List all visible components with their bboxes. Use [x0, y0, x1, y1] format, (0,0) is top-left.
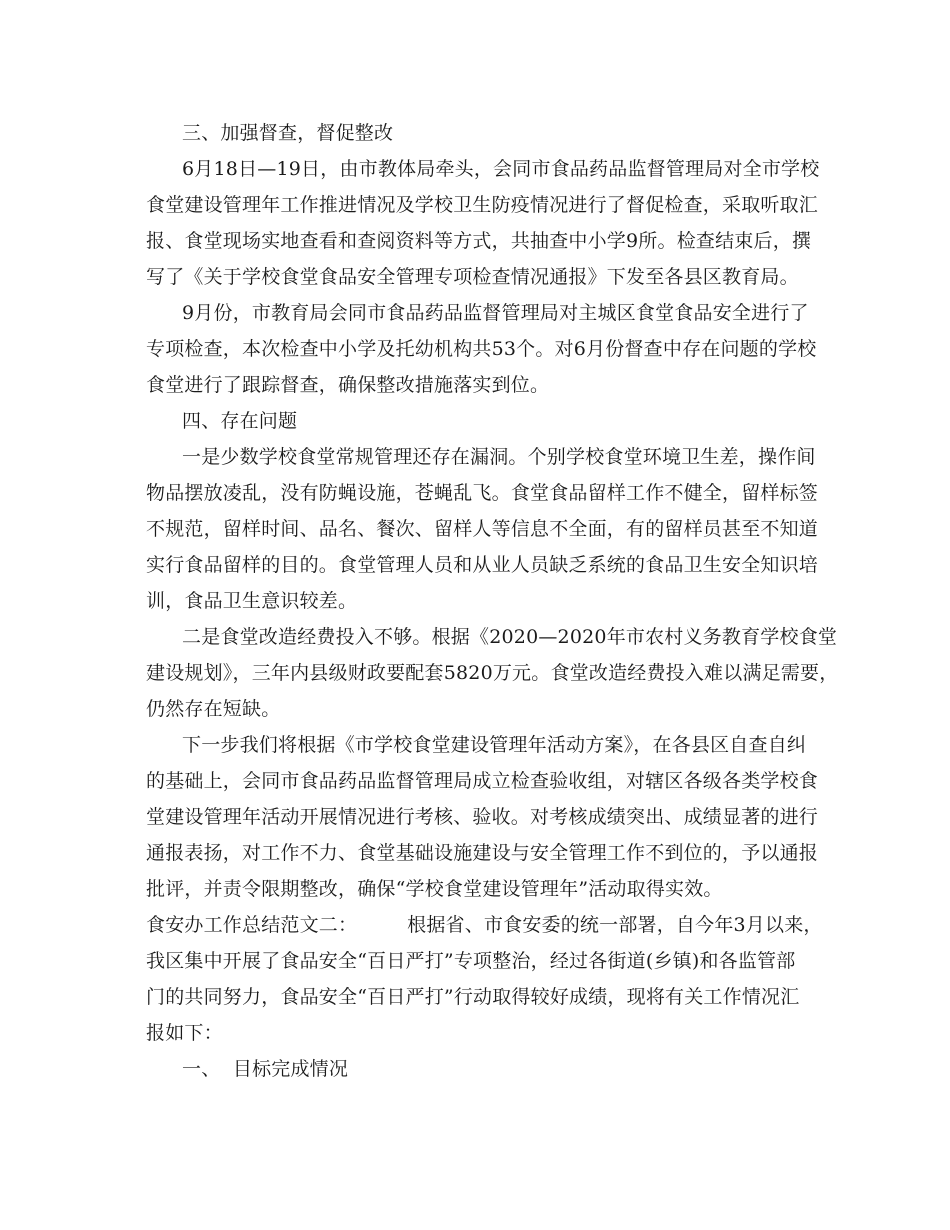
- paragraph-line: 二是食堂改造经费投入不够。根据《2020—2020年市农村义务教育学校食堂: [182, 626, 838, 648]
- paragraph-line: 不规范，留样时间、品名、餐次、留样人等信息不全面，有的留样员甚至不知道: [146, 518, 819, 540]
- paragraph-line: 批评，并责令限期整改，确保“学校食堂建设管理年”活动取得实效。: [146, 878, 723, 900]
- paragraph-line: 我区集中开展了食品安全“百日严打”专项整治，经过各街道(乡镇)和各监管部: [146, 950, 796, 972]
- section-heading-3: 三、加强督查，督促整改: [182, 122, 394, 144]
- paragraph-line: 专项检查，本次检查中小学及托幼机构共53个。对6月份督查中存在问题的学校: [146, 338, 817, 360]
- paragraph-line: 食堂建设管理年工作推进情况及学校卫生防疫情况进行了督促检查，采取听取汇: [146, 194, 819, 216]
- paragraph-line: 建设规划》，三年内县级财政要配套5820万元。食堂改造经费投入难以满足需要，: [146, 662, 839, 684]
- paragraph-line: 9月份，市教育局会同市食品药品监督管理局对主城区食堂食品安全进行了: [182, 302, 809, 324]
- paragraph-line: 6月18日—19日，由市教体局牵头，会同市食品药品监督管理局对全市学校: [182, 158, 820, 180]
- paragraph-line: 实行食品留样的目的。食堂管理人员和从业人员缺乏系统的食品卫生安全知识培: [146, 554, 819, 576]
- paragraph-line: 堂建设管理年活动开展情况进行考核、验收。对考核成绩突出、成绩显著的进行: [146, 806, 819, 828]
- section-heading-1: 一、 目标完成情况: [182, 1058, 349, 1080]
- paragraph-line: 写了《关于学校食堂食品安全管理专项检查情况通报》下发至各县区教育局。: [146, 266, 799, 288]
- paragraph-line: 仍然存在短缺。: [146, 698, 281, 720]
- paragraph-line: 食堂进行了跟踪督查，确保整改措施落实到位。: [146, 374, 550, 396]
- paragraph-line: 通报表扬，对工作不力、食堂基础设施建设与安全管理工作不到位的，予以通报: [146, 842, 819, 864]
- paragraph-line: 食安办工作总结范文二： 根据省、市食安委的统一部署，自今年3月以来，: [146, 914, 823, 936]
- paragraph-line: 报如下：: [146, 1022, 223, 1044]
- paragraph-line: 物品摆放凌乱，没有防蝇设施，苍蝇乱飞。食堂食品留样工作不健全，留样标签: [146, 482, 819, 504]
- paragraph-line: 门的共同努力，食品安全“百日严打”行动取得较好成绩，现将有关工作情况汇: [146, 986, 800, 1008]
- paragraph-line: 一是少数学校食堂常规管理还存在漏洞。个别学校食堂环境卫生差，操作间: [182, 446, 816, 468]
- paragraph-line: 的基础上，会同市食品药品监督管理局成立检查验收组，对辖区各级各类学校食: [146, 770, 819, 792]
- section-heading-4: 四、存在问题: [182, 410, 298, 432]
- paragraph-line: 下一步我们将根据《市学校食堂建设管理年活动方案》，在各县区自查自纠: [182, 734, 807, 756]
- paragraph-line: 训，食品卫生意识较差。: [146, 590, 358, 612]
- paragraph-line: 报、食堂现场实地查看和查阅资料等方式，共抽查中小学9所。检查结束后，撰: [146, 230, 812, 252]
